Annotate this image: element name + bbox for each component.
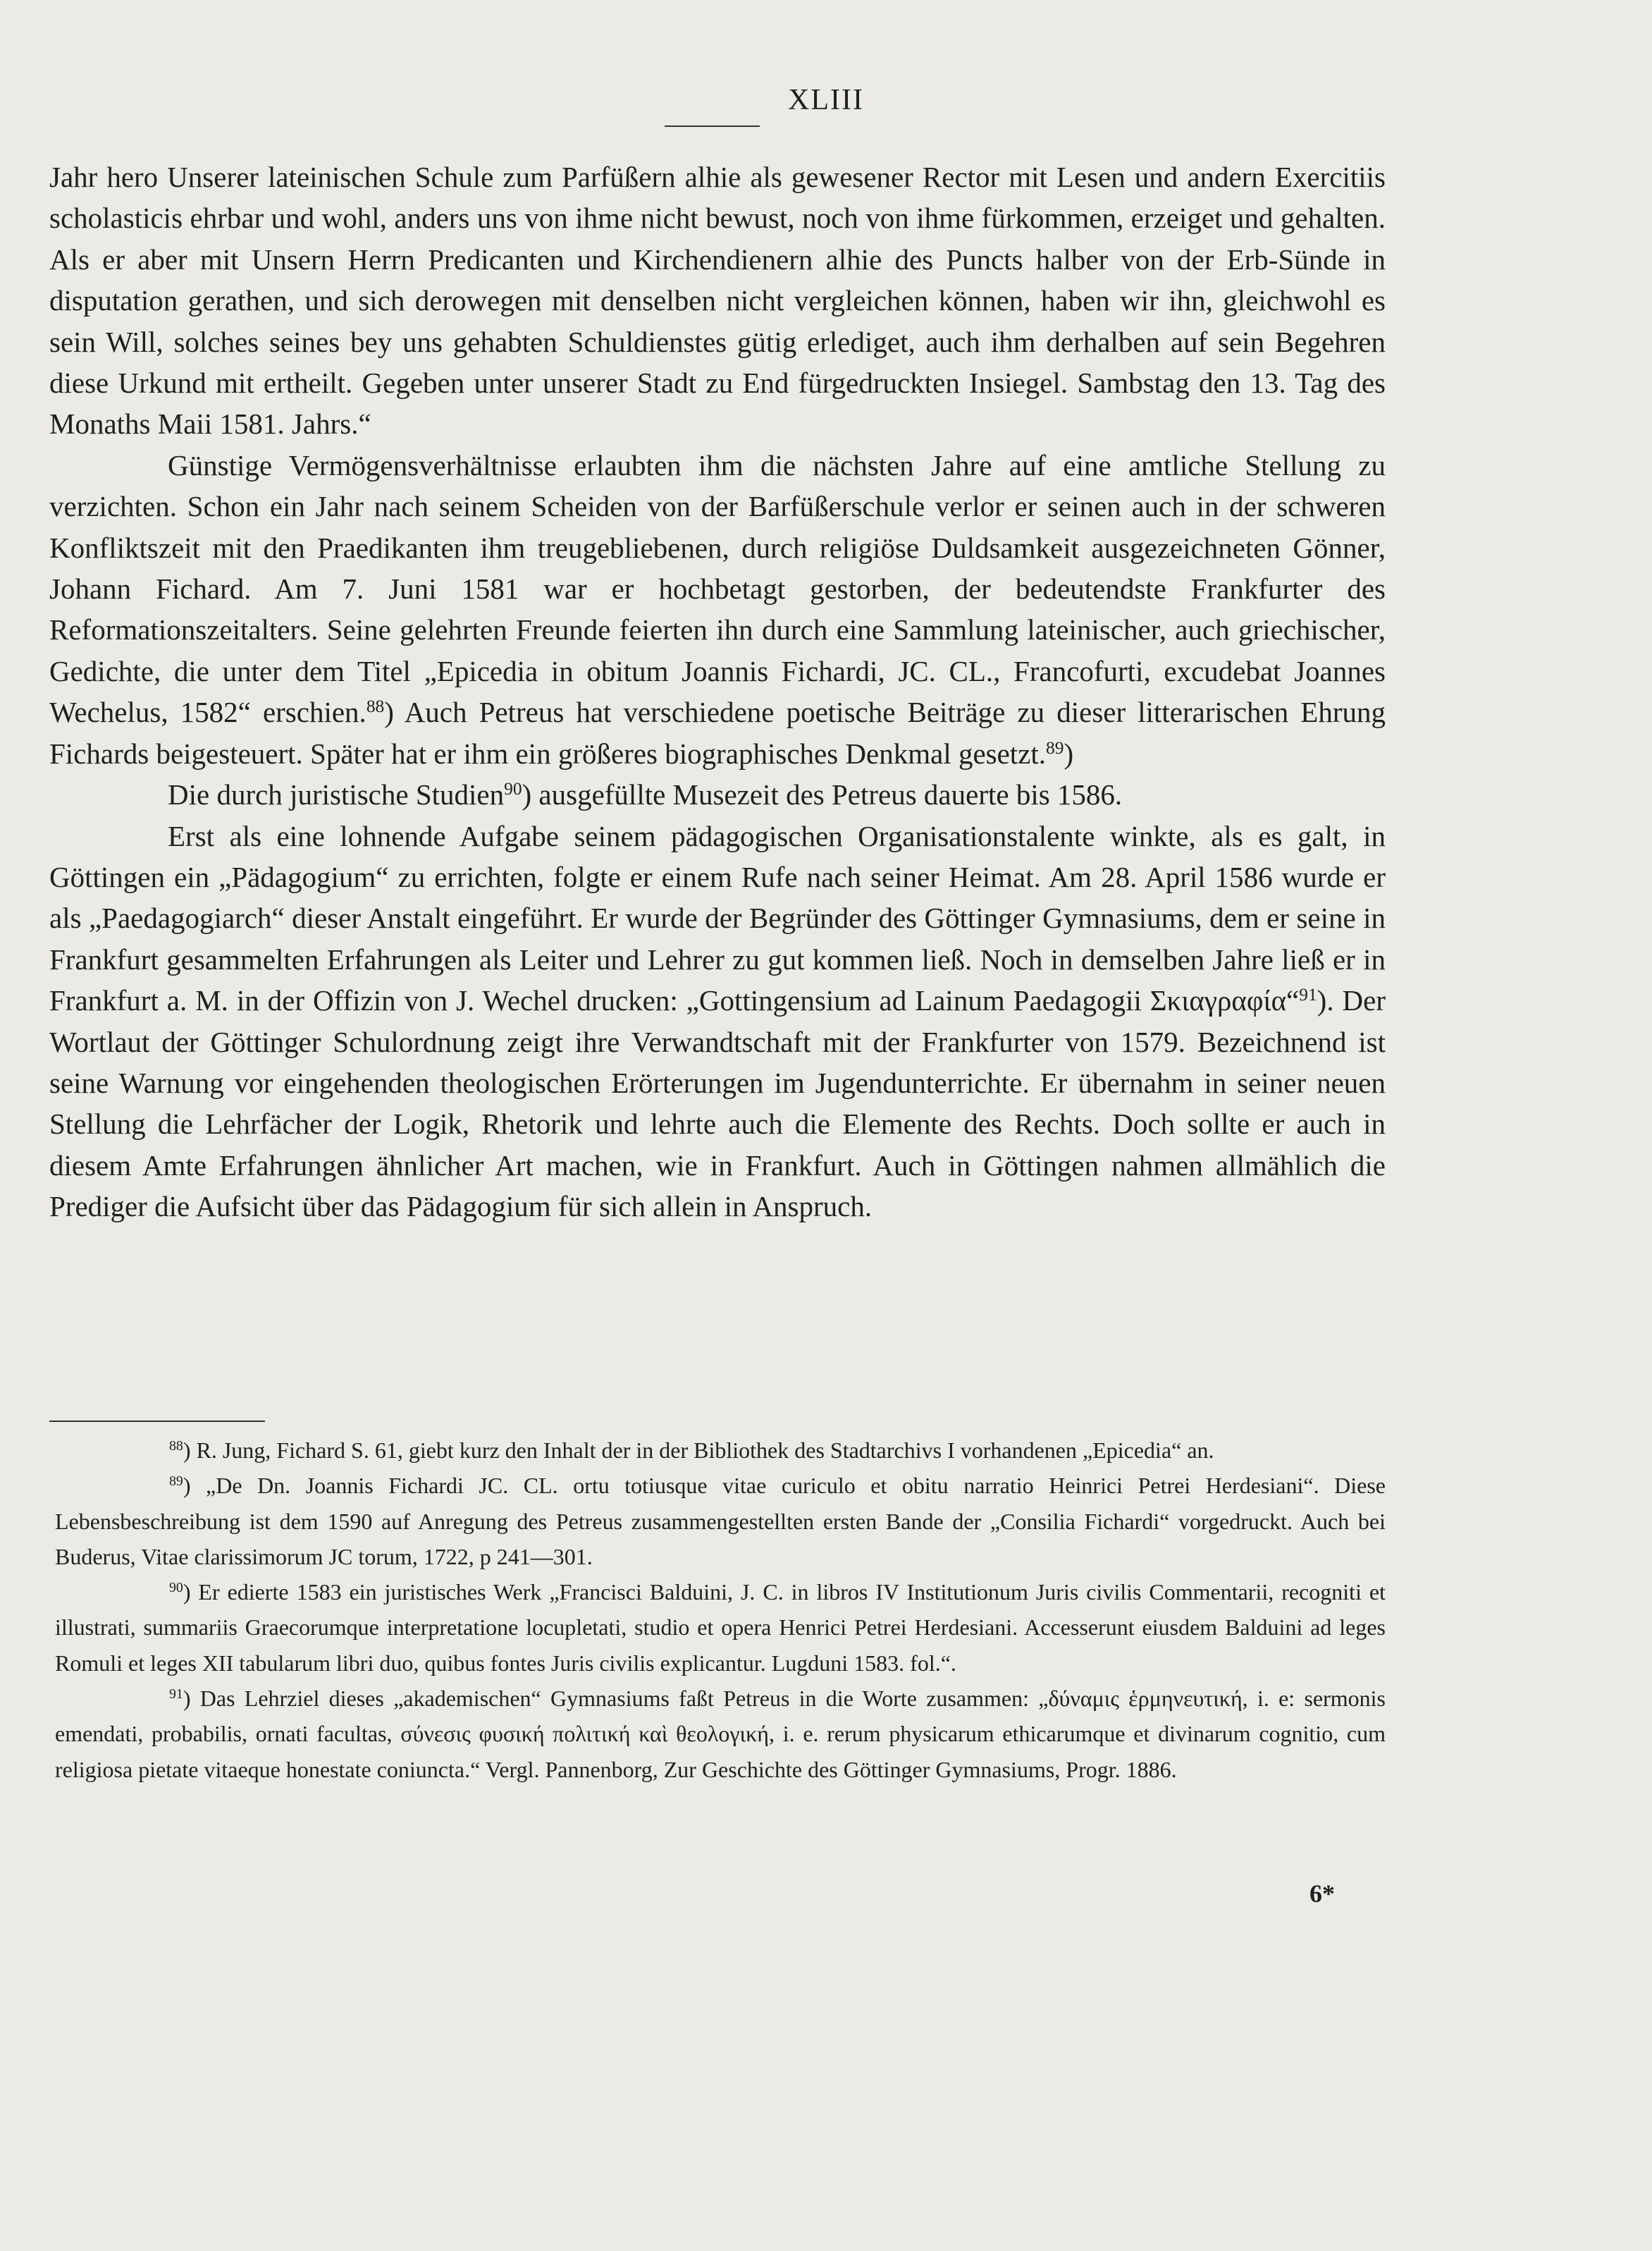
paragraph-1	[49, 157, 1386, 445]
footnote-text: ) R. Jung, Fichard S. 61, giebt kurz den Inhalt der in der Bibliothek des Stadtarchivs I vorhandenen „Epicedia“ an.	[183, 1437, 1214, 1463]
paragraph-text: Erst als eine lohnende Aufgabe seinem pädagogischen Organisationstalente winkte, als es galt, in Göttingen ein „Pädagogium“ zu errichten, folgte er einem Rufe nach seiner Heimat. Am 28. April 1586 wurde er als „Paedagogiarch“ dieser Anstalt eingeführt. Er wurde der Begründer des Göttinger Gymnasiums, dem er seine in Frankfurt gesammelten Erfahrungen als Leiter und Lehrer zu gut kommen ließ. Noch in demselben Jahre ließ er in Frankfurt a. M. in der Offizin von J. Wechel drucken: „Gottingensium ad Lainum Paedagogii Σκιαγραφία“	[49, 819, 1386, 1017]
paragraph-text: Jahr hero Unserer lateinischen Schule zum Parfüßern alhie als gewesener Rector mit Lesen und andern Exercitiis scholasticis ehrbar und wohl, anders uns von ihme nicht bewust, noch von ihme fürkommen, erzeiget und gehalten. Als er aber mit Unsern Herrn Predicanten und Kirchendienern alhie des Puncts halber von der Erb-Sünde in disputation gerathen, und sich derowegen mit denselben nicht vergleichen können, haben wir ihn, gleichwohl es sein Will, solches seines bey uns gehabten Schuldienstes gütig erlediget, auch ihm derhalben auf sein Begehren diese Urkund mit ertheilt. Gegeben unter unserer Stadt zu End fürgedruckten Insiegel. Sambstag den 13. Tag des Monaths Maii 1581. Jahrs.“	[49, 161, 1386, 441]
footnote-89	[55, 1468, 1386, 1574]
footnote-number: 88	[169, 1438, 183, 1454]
paragraph-text: ) ausgefüllte Musezeit des Petreus dauerte bis 1586.	[522, 778, 1123, 811]
footnote-ref-90: 90	[504, 779, 522, 799]
footnote-ref-91: 91	[1299, 985, 1317, 1005]
footnote-text: ) „De Dn. Joannis Fichardi JC. CL. ortu totiusque vitae curiculo et obitu narratio Heinrici Petrei Herdesiani“. Diese Lebensbeschreibung ist dem 1590 auf Anregung des Petreus zusammengestellten ersten Bande der „Consilia Fichardi“ vorgedruckt. Auch bei Buderus, Vitae clarissimorum JC torum, 1722, p 241—301.	[55, 1473, 1386, 1569]
paragraph-text: ) Auch Petreus hat verschiedene poetische Beiträge zu dieser litterarischen Ehrung Fichards beigesteuert. Später hat er ihm ein größeres biographisches Denkmal gesetzt.	[49, 696, 1386, 770]
footnote-text: ) Das Lehrziel dieses „akademischen“ Gymnasiums faßt Petreus in die Worte zusammen: „δύναμις ἑρμηνευτική, i. e: sermonis emendati, probabilis, ornati facultas, σύνεσις φυσική πολιτική καὶ θεολογική, i. e. rerum physicarum ethicarumque et divinarum cognitio, cum religiosa pietate vitaeque honestate coniuncta.“ Vergl. Pannenborg, Zur Geschichte des Göttinger Gymnasiums, Progr. 1886.	[55, 1686, 1386, 1782]
paragraph-text: Günstige Vermögensverhältnisse erlaubten ihm die nächsten Jahre auf eine amtliche Stellung zu verzichten. Schon ein Jahr nach seinem Scheiden von der Barfüßerschule verlor er seinen auch in der schweren Konfliktszeit mit den Praedikanten ihm treugebliebenen, durch religiöse Duldsamkeit ausgezeichneten Gönner, Johann Fichard. Am 7. Juni 1581 war er hochbetagt gestorben, der bedeutendste Frankfurter des Reformationszeitalters. Seine gelehrten Freunde feierten ihn durch eine Sammlung lateinischer, auch griechischer, Gedichte, die unter dem Titel „Epicedia in obitum Joannis Fichardi, JC. CL., Francofurti, excudebat Joannes Wechelus, 1582“ erschien.	[49, 448, 1386, 729]
footnote-ref-88: 88	[366, 697, 385, 717]
paragraph-2	[49, 445, 1386, 774]
paragraph-text: Die durch juristische Studien	[168, 778, 505, 811]
footnote-88	[55, 1433, 1386, 1468]
body-text	[49, 157, 1386, 1227]
signature-mark: 6*	[1309, 1879, 1335, 1908]
page-header	[0, 83, 1652, 117]
paragraph-3	[49, 774, 1386, 815]
header-rule	[665, 125, 760, 127]
footnote-rule	[49, 1421, 265, 1422]
footnote-91	[55, 1681, 1386, 1787]
footnote-90	[55, 1574, 1386, 1681]
footnote-number: 89	[169, 1473, 183, 1490]
footnote-number: 91	[169, 1686, 183, 1703]
footnote-ref-89: 89	[1046, 737, 1064, 758]
footnote-text: ) Er edierte 1583 ein juristisches Werk „Francisci Balduini, J. C. in libros IV Institutionum Juris civilis Commentarii, recogniti et illustrati, summariis Graecorumque interpretatione locupletati, studio et opera Henrici Petrei Herdesiani. Accesserunt eiusdem Balduini ad leges Romuli et leges XII tabularum libri duo, quibus fontes Juris civilis explicantur. Lugduni 1583. fol.“.	[55, 1579, 1386, 1676]
paragraph-text: )	[1064, 737, 1074, 770]
page-number: XLIII	[788, 84, 864, 116]
footnote-number: 90	[169, 1580, 183, 1596]
paragraph-text: ). Der Wortlaut der Göttinger Schulordnung zeigt ihre Verwandtschaft mit der Frankfurter von 1579. Bezeichnend ist seine Warnung vor eingehenden theologischen Erörterungen im Jugendunterrichte. Er übernahm in seiner neuen Stellung die Lehrfächer der Logik, Rhetorik und lehrte auch die Elemente des Rechts. Doch sollte er auch in diesem Amte Erfahrungen ähnlicher Art machen, wie in Frankfurt. Auch in Göttingen nahmen allmählich die Prediger die Aufsicht über das Pädagogium für sich allein in Anspruch.	[49, 984, 1386, 1223]
footnotes	[55, 1433, 1386, 1787]
paragraph-4	[49, 816, 1386, 1227]
